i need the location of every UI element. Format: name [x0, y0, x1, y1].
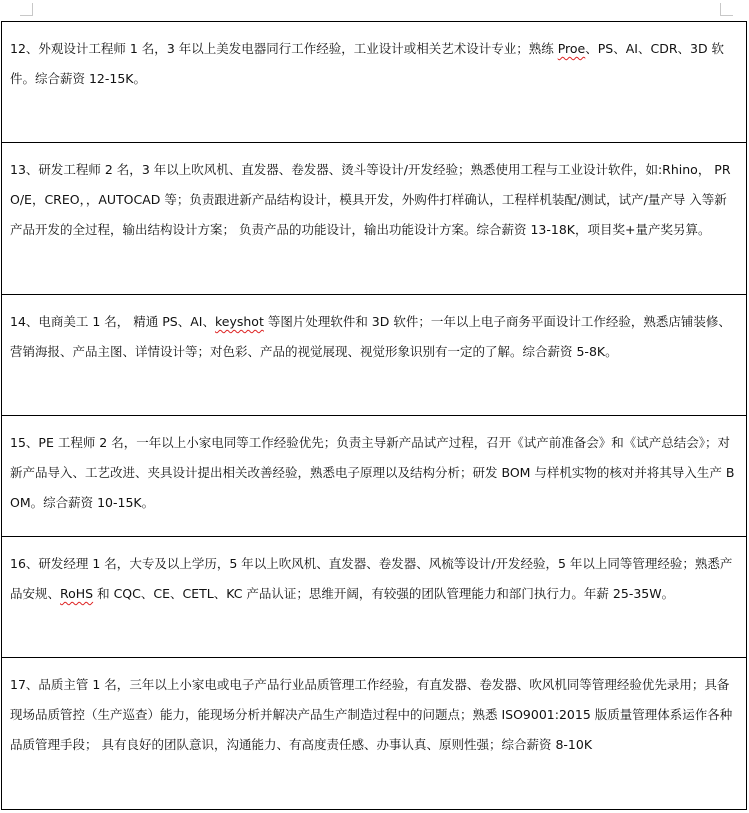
table-row: [2, 22, 747, 143]
job-listing-table: [1, 21, 747, 810]
job-text: 3 年以上美发电器同行工作经验，工业设计或相关艺术设计专业；熟练: [166, 41, 558, 56]
table-row: [2, 143, 747, 295]
table-row: [2, 416, 747, 537]
table-row: [2, 537, 747, 658]
job-title: 13、研发工程师 2 名，: [10, 162, 142, 177]
job-text: 大专及以上学历，5 年以上吹风机、直发器、卷发器、风梳等设计/开发经验，5 年以上同等管理经验；熟悉产品安规、: [10, 556, 733, 601]
job-text: 、PS、AI、CDR、3D 软件。综合薪资 12-15K。: [10, 41, 725, 86]
corner-crop-mark-right: [720, 3, 733, 16]
job-title: 15、PE 工程师 2 名，: [10, 435, 137, 450]
job-text: 等图片处理软件和 3D 软件；一年以上电子商务平面设计工作经验，熟悉店铺装修、营销海报、产品主图、详情设计等；对色彩、产品的视觉展现、视觉形象识别有一定的了解。综合薪资 5-8K。: [10, 314, 731, 359]
job-cell-13: [2, 143, 747, 295]
job-title: 12、外观设计工程师 1 名，: [10, 41, 167, 56]
spellcheck-word: Proe: [557, 41, 586, 56]
job-cell-12: [2, 22, 747, 143]
job-text: 和 CQC、CE、CETL、KC 产品认证；思维开阔，有较强的团队管理能力和部门执行力。年薪 25-35W。: [93, 586, 675, 601]
job-cell-15: [2, 416, 747, 537]
job-title: 16、研发经理 1 名，: [10, 556, 130, 571]
job-title: 17、品质主管 1 名，: [10, 677, 130, 692]
table-row: [2, 295, 747, 416]
table-row: [2, 658, 747, 810]
spellcheck-word: keyshot: [214, 314, 264, 329]
job-cell-17: [2, 658, 747, 810]
corner-crop-mark-left: [20, 3, 33, 16]
job-text: 精通 PS、AI、: [129, 314, 215, 329]
job-title: 14、电商美工 1 名，: [10, 314, 130, 329]
job-text: 三年以上小家电或电子产品行业品质管理工作经验，有直发器、卷发器、吹风机同等管理经验优先录用；具备现场品质管控（生产巡查）能力，能现场分析并解决产品生产制造过程中的问题点；熟悉 ISO9001:2015 版质量管理体系运作各种品质管理手段； 具有良好的团队意识，沟通能力、有高度责任感、办事认真、原则性强；综合薪资 8-10K: [10, 677, 733, 752]
page-top-margin: [0, 0, 749, 22]
job-cell-14: [2, 295, 747, 416]
job-text: 3 年以上吹风机、直发器、卷发器、烫斗等设计/开发经验；熟悉使用工程与工业设计软件，如:Rhino， PRO/E，CREO，，AUTOCAD 等；负责跟进新产品结构设计，模具开发，外购件打样确认，工程样机装配/测试，试产/量产导 入等新产品开发的全过程，输出结构设计方案； 负责产品的功能设计，输出功能设计方案。综合薪资 13-18K，项目奖+量产奖另算。: [10, 162, 731, 237]
spellcheck-word: RoHS: [60, 586, 94, 601]
job-text: 一年以上小家电同等工作经验优先；负责主导新产品试产过程，召开《试产前准备会》和《试产总结会》；对新产品导入、工艺改进、夹具设计提出相关改善经验，熟悉电子原理以及结构分析；研发 BOM 与样机实物的核对并将其导入生产 BOM。综合薪资 10-15K。: [10, 435, 735, 510]
job-cell-16: [2, 537, 747, 658]
